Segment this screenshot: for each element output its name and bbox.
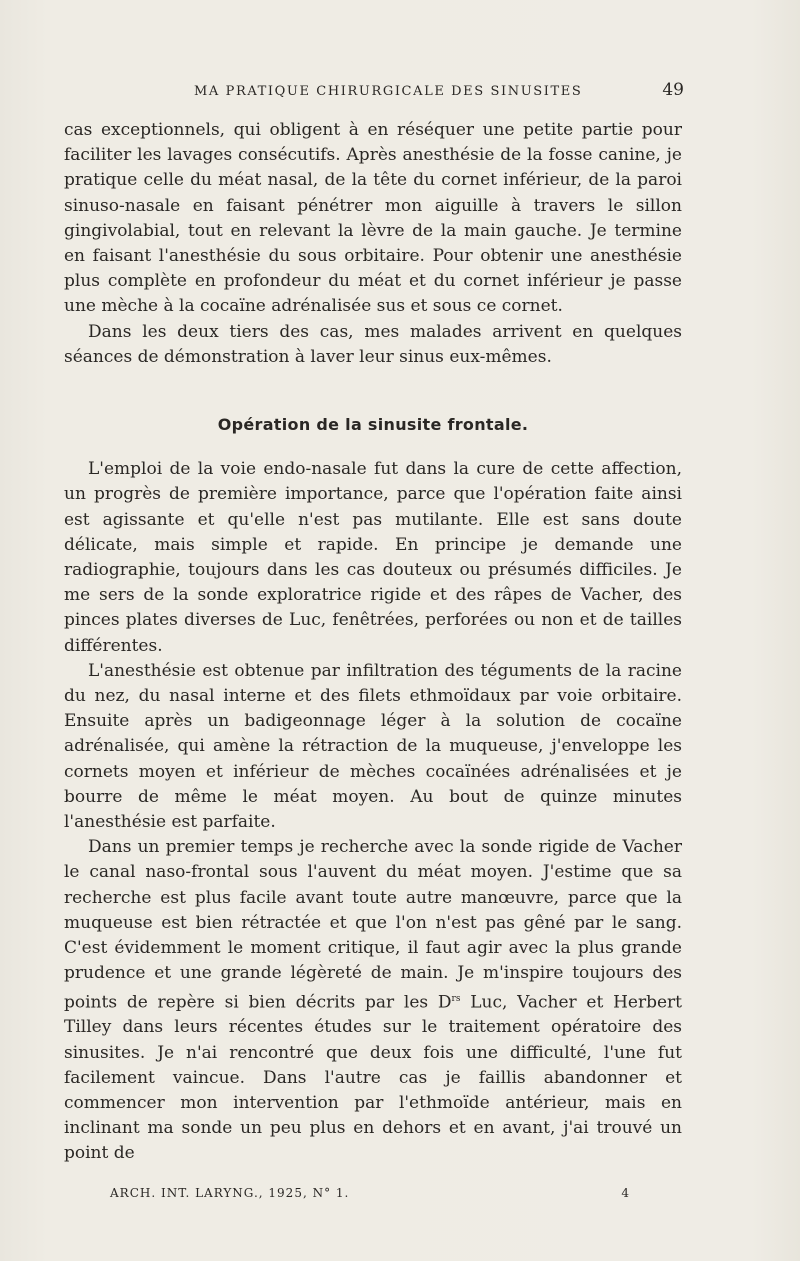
running-header [64,80,684,100]
signature-mark: 4 [621,1186,630,1200]
section-heading: Opération de la sinusite frontale. [217,415,529,435]
paragraph-text: Dans un premier temps je recherche avec la sonde rigide de Vacher le canal naso-frontal sous l'auvent du méat moyen. J'estime que sa recherche est plus facile avant toute autre manœuvre, parce que la muqueuse est bien rétractée et que l'on n'est pas gêné par le sang. C'est évidemment le moment critique, il faut agir avec la plus grande prudence et une grande légèreté de main. Je m'inspire toujours des points de repère si bien décrits par les D [64,837,682,1013]
paragraph: L'emploi de la voie endo-nasale fut dans la cure de cette affection, un progrès de première importance, parce que l'opération faite ainsi est agissante et qu'elle n'est pas mutilante. Elle est sans doute délicate, mais simple et rapide. En principe je demande une radiographie, toujours dans les cas douteux ou présumés difficiles. Je me sers de la sonde exploratrice rigide et des râpes de Vacher, des pinces plates diverses de Luc, fenêtrées, perforées ou non et de tailles différentes. [64,459,682,656]
page-number: 49 [662,80,684,100]
paragraph [64,835,682,1166]
paragraph: cas exceptionnels, qui obligent à en réséquer une petite partie pour faciliter les lavages consécutifs. Après anesthésie de la fosse canine, je pratique celle du méat nasal, de la tête du cornet inférieur, de la paroi sinuso-nasale en faisant pénétrer mon aiguille à travers le sillon gingivolabial, tout en relevant la lèvre de la main gauche. Je termine en faisant l'anesthésie du sous orbitaire. Pour obtenir une anesthésie plus complète en profondeur du méat et du cornet inférieur je passe une mèche à la cocaïne adrénalisée sus et sous ce cornet. [64,120,682,317]
page-footer [110,1186,630,1200]
journal-reference: ARCH. INT. LARYNG., 1925, N° 1. [110,1186,350,1200]
body-text [64,118,682,1167]
paragraph: Dans les deux tiers des cas, mes malades arrivent en quelques séances de démonstration à laver leur sinus eux-mêmes. [64,321,682,367]
paragraph: L'anesthésie est obtenue par infiltration des téguments de la racine du nez, du nasal interne et des filets ethmoïdaux par voie orbitaire. Ensuite après un badigeonnage léger à la solution de cocaïne adrénalisée, qui amène la rétraction de la muqueuse, j'enveloppe les cornets moyen et inférieur de mèches cocaïnées adrénalisées et je bourre de même le méat moyen. Au bout de quinze minutes l'anesthésie est parfaite. [64,660,682,833]
superscript: rs [451,993,461,1004]
paragraph-text: Luc, Vacher et Herbert Tilley dans leurs récentes études sur le traitement opératoire des sinusites. Je n'ai rencontré que deux fois une difficulté, l'une fut facilement vaincue. Dans l'autre cas je faillis abandonner et commencer mon intervention par l'ethmoïde antérieur, mais en inclinant ma sonde un peu plus en dehors et en avant, j'ai trouvé un point de [64,992,682,1164]
running-title: MA PRATIQUE CHIRURGICALE DES SINUSITES [194,84,583,99]
